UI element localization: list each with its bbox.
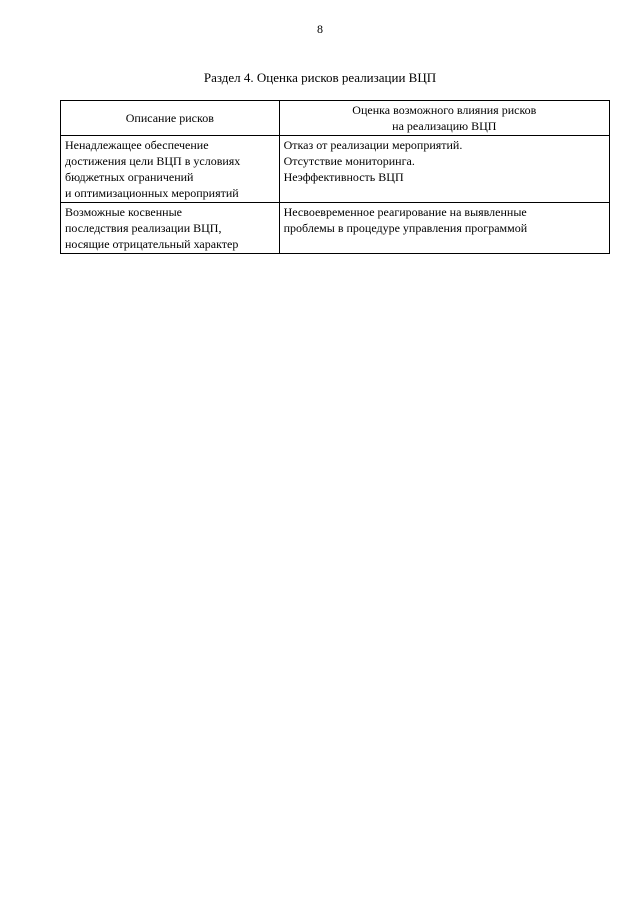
table-row [61,203,610,254]
cell-text-line: Неэффективность ВЦП [283,170,404,184]
cell-text-line: проблемы в процедуре управления программой [283,221,528,235]
table-row [61,136,610,203]
section-title: Раздел 4. Оценка рисков реализации ВЦП [203,70,437,85]
cell-text-line: Несвоевременное реагирование на выявленные [283,205,527,219]
cell-text-line: и оптимизационных мероприятий [65,186,239,200]
cell-text-line: последствия реализации ВЦП, [65,221,222,235]
risk-table-body [61,136,610,254]
risk-impact-cell [279,203,609,254]
risk-description-cell [61,203,280,254]
risk-description-cell [61,136,280,203]
cell-text-line: Отсутствие мониторинга. [283,154,415,168]
cell-text-line: Ненадлежащее обеспечение [65,138,209,152]
cell-text-line: достижения цели ВЦП в условиях [65,154,241,168]
risk-impact-cell [279,136,609,203]
risk-table [60,100,610,254]
cell-text-line: носящие отрицательный характер [65,237,239,251]
cell-text-line: Возможные косвенные [65,205,182,219]
header-risk-description [61,101,280,136]
cell-text-line: бюджетных ограничений [65,170,194,184]
header-right-line-2: на реализацию ВЦП [392,119,497,133]
header-risk-impact [279,101,609,136]
cell-text-line: Отказ от реализации мероприятий. [283,138,463,152]
header-row [61,101,610,136]
header-right-line-1: Оценка возможного влияния рисков [352,103,537,117]
page-number: 8 [317,22,323,36]
risk-table-header [61,101,610,136]
header-left-text: Описание рисков [125,111,214,125]
